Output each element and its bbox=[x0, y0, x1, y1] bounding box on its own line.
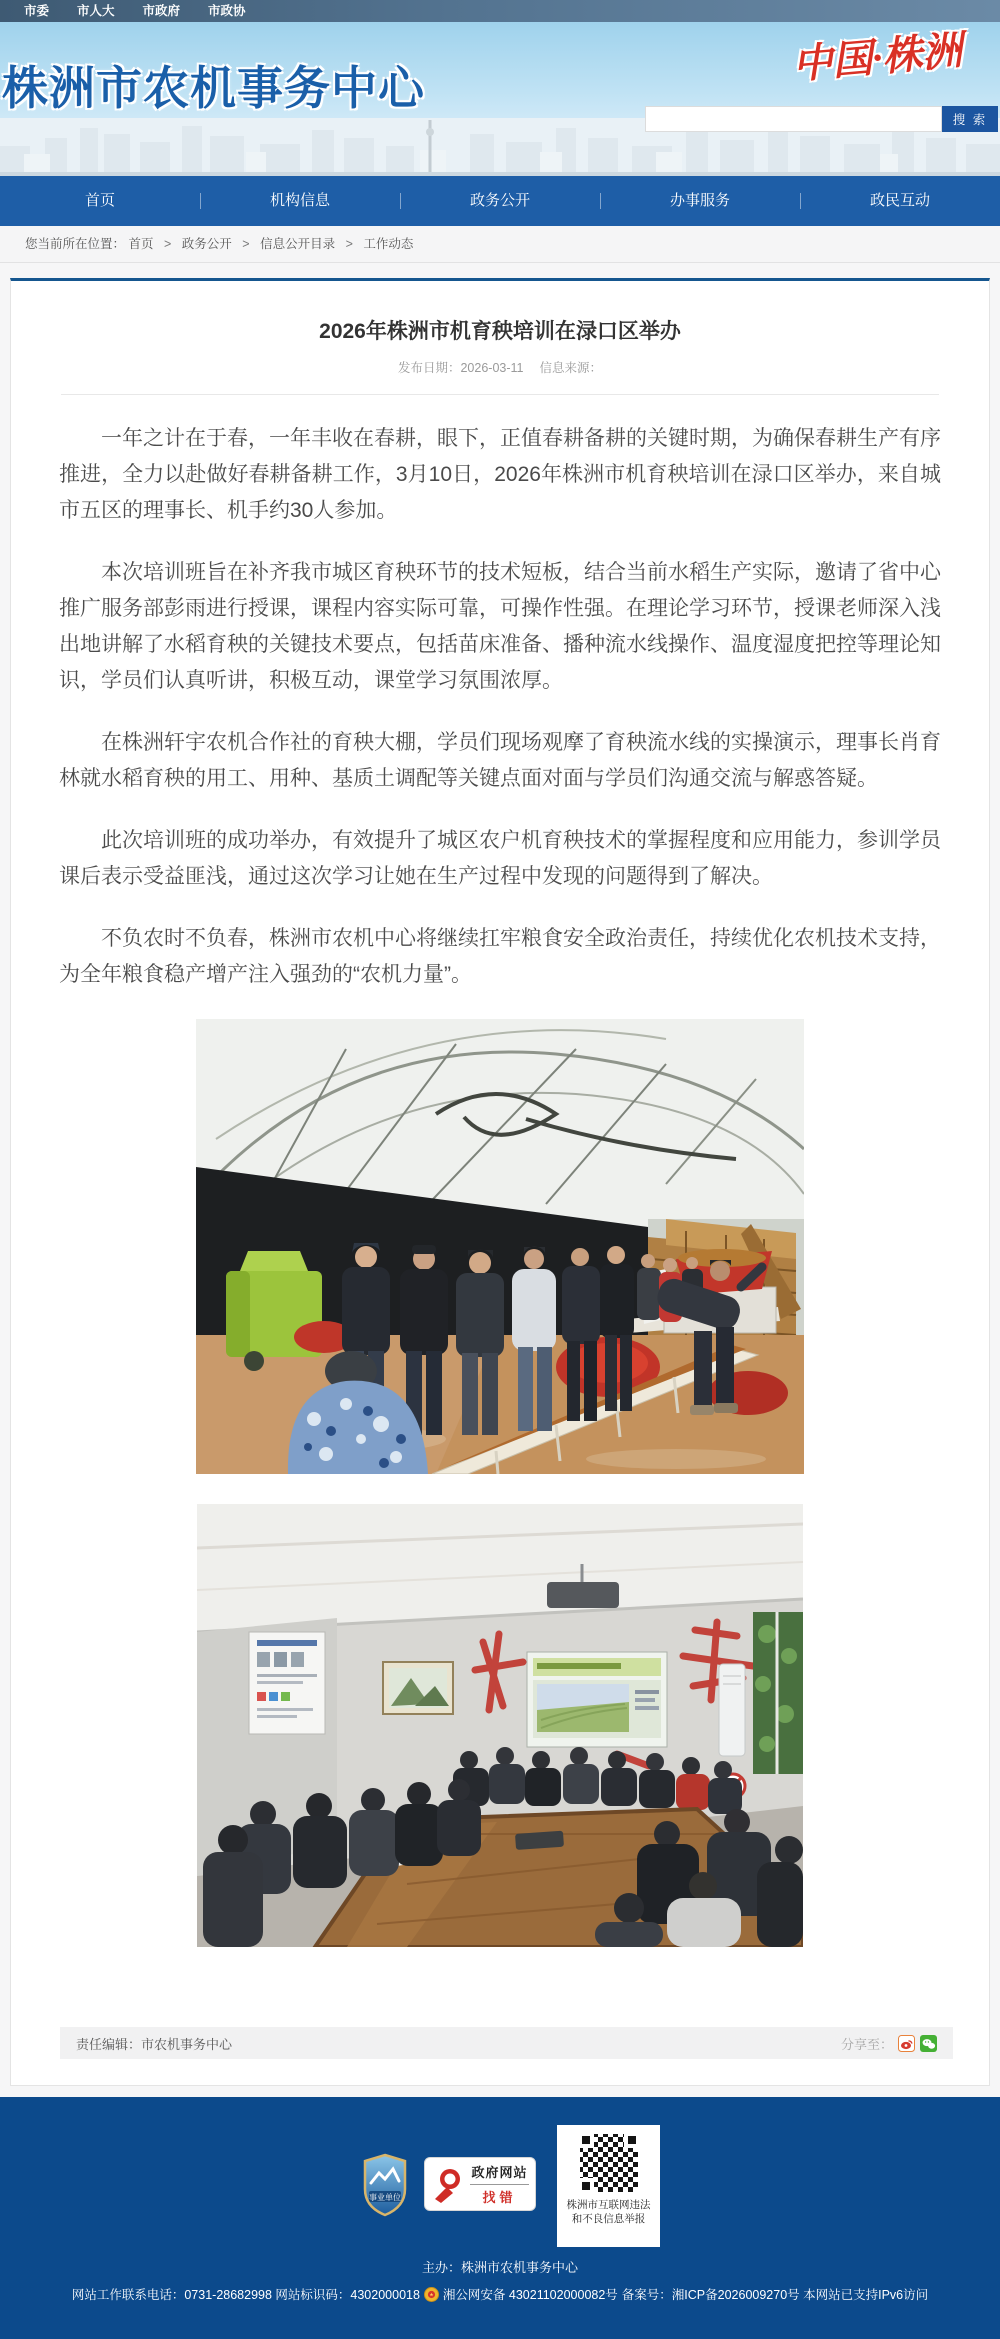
wechat-icon[interactable] bbox=[920, 2035, 937, 2052]
breadcrumb-info-catalog[interactable]: 信息公开目录 bbox=[260, 237, 336, 251]
site-title: 株洲市农机事务中心 bbox=[2, 62, 425, 114]
page-title: 2026年株洲市机育秧培训在渌口区举办 bbox=[319, 320, 681, 343]
breadcrumb: 您当前所在位置： 首页 > 政务公开 > 信息公开目录 > 工作动态 bbox=[0, 226, 1000, 263]
article-paragraph: 本次培训班旨在补齐我市城区育秧环节的技术短板，结合当前水稻生产实际，邀请了省中心推广服务部彭雨进行授课，课程内容实际可靠，可操作性强。在理论学习环节，授课老师深入浅出地讲解了水稻育秧的关键技术要点，包括苗床准备、播种流水线操作、温度湿度把控等理论知识，学员们认真听讲，积极互动，课堂学习氛围浓厚。 bbox=[59, 561, 941, 692]
public-institution-badge[interactable] bbox=[363, 2153, 407, 2217]
qr-caption: 株洲市互联网违法 和不良信息举报 bbox=[566, 2199, 651, 2225]
meeting-room-training-photo bbox=[197, 1504, 803, 1947]
nav-item-org-info[interactable]: 机构信息 bbox=[200, 176, 400, 226]
breadcrumb-home[interactable]: 首页 bbox=[128, 237, 154, 251]
article-paragraph: 一年之计在于春，一年丰收在春耕，眼下，正值春耕备耕的关键时期，为确保春耕生产有序推进，全力以赴做好春耕备耕工作，3月10日，2026年株洲市机育秧培训在渌口区举办，来自城市五区的理事长、机手约30人参加。 bbox=[59, 427, 941, 522]
site-header bbox=[0, 22, 1000, 176]
find-error-label-bottom: 找错 bbox=[470, 2184, 529, 2206]
article-paragraph: 此次培训班的成功举办，有效提升了城区农户机育秧技术的掌握程度和应用能力，参训学员课后表示受益匪浅，通过这次学习让她在生产过程中发现的问题得到了解决。 bbox=[59, 829, 941, 888]
site-search bbox=[645, 106, 998, 132]
main-nav bbox=[0, 176, 1000, 226]
share-label: 分享至： bbox=[840, 2036, 893, 2052]
source-label: 信息来源： bbox=[539, 361, 603, 375]
publish-date: 2026-03-11 bbox=[460, 361, 524, 375]
police-beian-link[interactable]: 湘公网安备 43021102000082号 bbox=[442, 2288, 618, 2302]
contact-info: 网站工作联系电话：0731-28682998 网站标识码：4302000018 bbox=[71, 2288, 420, 2302]
weibo-icon[interactable] bbox=[898, 2035, 915, 2052]
date-label: 发布日期： bbox=[397, 361, 461, 375]
gov-links-bar bbox=[0, 0, 1000, 22]
title-divider bbox=[61, 394, 939, 395]
nav-item-gov-affairs[interactable]: 政务公开 bbox=[400, 176, 600, 226]
search-input[interactable] bbox=[645, 106, 942, 132]
footer-contact-line bbox=[0, 2285, 1000, 2303]
article-meta bbox=[11, 358, 989, 376]
icp-beian: 备案号：湘ICP备2026009270号 本网站已支持IPv6访问 bbox=[621, 2288, 929, 2302]
topbar-link-renda[interactable]: 市人大 bbox=[77, 4, 115, 18]
topbar-link-zhengfu[interactable]: 市政府 bbox=[142, 4, 181, 18]
topbar-link-shiwei[interactable]: 市委 bbox=[24, 4, 50, 18]
breadcrumb-label: 您当前所在位置： bbox=[25, 237, 126, 251]
breadcrumb-gov-affairs[interactable]: 政务公开 bbox=[181, 237, 232, 251]
editor-credit: 责任编辑：市农机事务中心 bbox=[76, 2036, 233, 2052]
nav-item-services[interactable]: 办事服务 bbox=[600, 176, 800, 226]
find-error-magnifier-icon bbox=[431, 2165, 465, 2203]
article-body bbox=[59, 421, 941, 993]
china-zhuzhou-logo: 中国·株洲 bbox=[790, 27, 964, 88]
topbar-link-zhengxie[interactable]: 市政协 bbox=[208, 4, 246, 18]
article-paragraph: 不负农时不负春，株洲市农机中心将继续扛牢粮食安全政治责任，持续优化农机技术支持，为全年粮食稳产增产注入强劲的“农机力量”。 bbox=[59, 927, 941, 986]
editor-bar bbox=[60, 2027, 953, 2059]
greenhouse-seedling-line-photo bbox=[196, 1019, 804, 1474]
article-card bbox=[10, 278, 990, 2086]
article-paragraph: 在株洲轩宇农机合作社的育秧大棚，学员们现场观摩了育秧流水线的实操演示，理事长肖育林就水稻育秧的用工、用种、基质土调配等关键点面对面与学员们沟通交流与解惑答疑。 bbox=[59, 731, 941, 790]
search-button[interactable]: 搜 索 bbox=[942, 106, 998, 132]
site-footer bbox=[0, 2097, 1000, 2339]
nav-item-home[interactable]: 首页 bbox=[84, 192, 115, 209]
breadcrumb-work-news[interactable]: 工作动态 bbox=[363, 237, 414, 251]
find-error-label-top: 政府网站 bbox=[471, 2165, 528, 2180]
police-badge-icon bbox=[424, 2287, 439, 2302]
report-qr-code bbox=[557, 2125, 660, 2247]
qr-code-image bbox=[578, 2132, 640, 2194]
footer-host-line: 主办：株洲市农机事务中心 bbox=[421, 2260, 578, 2275]
gov-site-find-error-badge[interactable] bbox=[424, 2157, 536, 2211]
svg-text:事业单位: 事业单位 bbox=[369, 2193, 401, 2202]
nav-item-interaction[interactable]: 政民互动 bbox=[800, 176, 1000, 226]
